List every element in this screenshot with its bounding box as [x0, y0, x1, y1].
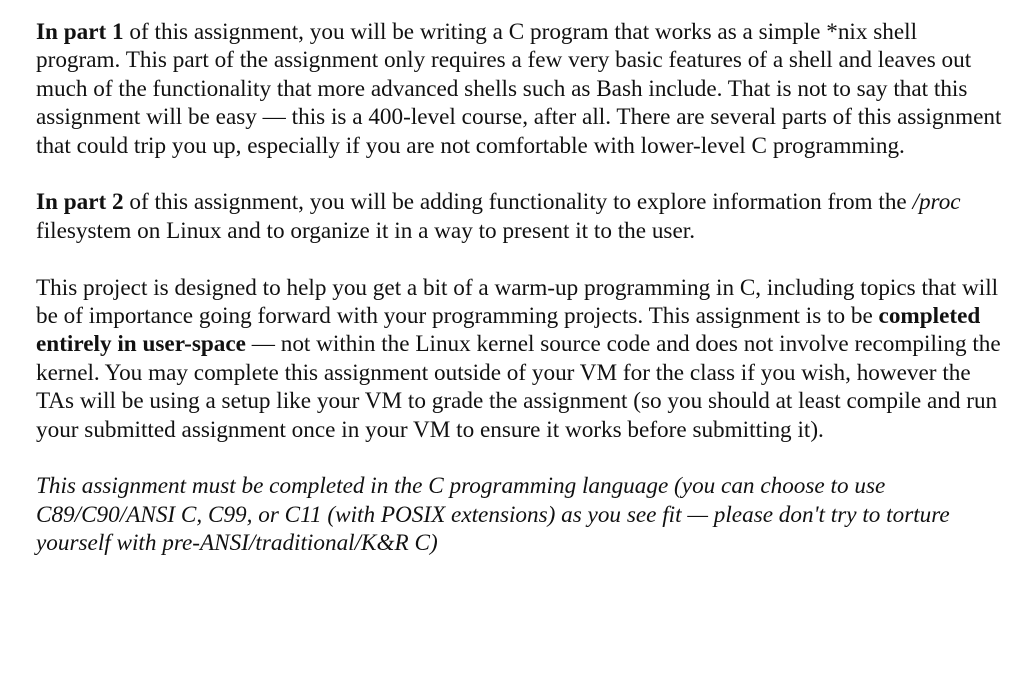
paragraph-language	[36, 472, 1006, 557]
part-2-text-after: filesystem on Linux and to organize it in a way to present it to the user.	[36, 217, 695, 244]
part-2-lead: In part 2	[36, 189, 124, 216]
part-1-lead: In part 1	[36, 19, 124, 45]
user-space-phrase: completed entirely in user-space	[36, 303, 981, 358]
part-1-text: of this assignment, you will be writing a C program that works as a simple *nix shell program. This part of the assignment only requires a few very basic features of a shell and leaves out much of the functionality that more advanced shells such as Bash include. That is not to say that this assignment will be easy — this is a 400-level course, after all. There are several parts of this assignment that could trip you up, especially if you are not comfortable with lower-level C programming.	[36, 19, 1002, 159]
document-body	[36, 18, 1006, 586]
proc-term: /proc	[912, 189, 961, 216]
paragraph-project	[36, 274, 1006, 444]
project-text-after: — not within the Linux kernel source code and does not involve recompiling the kernel. You may complete this assignment outside of your VM for the class if you wish, however the TAs will be using a setup like your VM to grade the assignment (so you should at least compile and run your submitted assignment once in your VM to ensure it works before submitting it).	[36, 331, 1001, 443]
part-2-text-before: of this assignment, you will be adding functionality to explore information from the	[123, 189, 913, 216]
project-text-before: This project is designed to help you get a bit of a warm-up programming in C, including topics that will be of importance going forward with your programming projects. This assignment is to be	[36, 274, 999, 330]
language-text: This assignment must be completed in the C programming language (you can choose to use C89/C90/ANSI C, C99, or C11 (with POSIX extensions) as you see fit — please don't try to torture yourself with pre-ANSI/traditional/K&R C)	[36, 473, 950, 557]
paragraph-part-2	[36, 188, 1006, 245]
paragraph-part-1	[36, 18, 1006, 160]
